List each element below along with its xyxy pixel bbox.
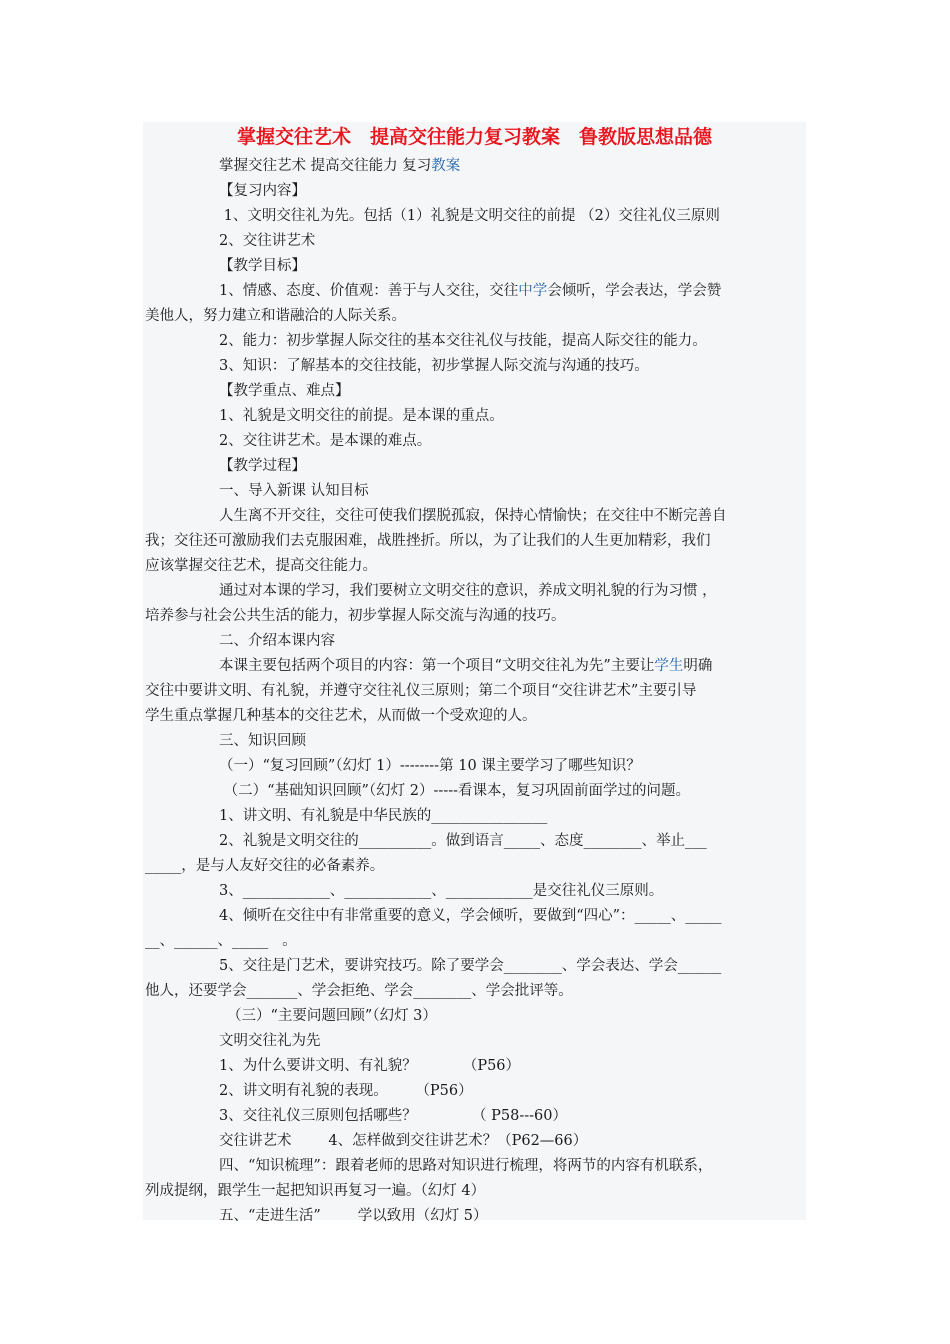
text-line (219, 731, 306, 751)
text-segment: 2、交往讲艺术。是本课的难点。 (219, 433, 432, 449)
text-line (145, 1181, 485, 1201)
text-line (219, 1206, 488, 1226)
text-segment: 明确 (683, 658, 713, 674)
document-content (143, 122, 806, 1224)
text-line (219, 1156, 712, 1176)
text-line (219, 1056, 520, 1076)
text-segment: 4、倾听在交往中有非常重要的意义，学会倾听，要做到“四心”：_____、_____ (219, 908, 722, 924)
text-segment: __、______、_____ 。 (145, 933, 297, 949)
text-line (219, 331, 707, 351)
text-line (219, 456, 306, 476)
text-segment: （二）“基础知识回顾”（幻灯 2）-----看课本，复习巩固前面学过的问题。 (219, 783, 691, 799)
text-segment: 2、礼貌是文明交往的__________。做到语言_____、态度________、举止___ (219, 833, 707, 849)
text-segment: 【教学过程】 (219, 458, 306, 474)
text-segment: 美他人，努力建立和谐融洽的人际关系。 (145, 308, 406, 324)
text-segment: 通过对本课的学习，我们要树立文明交往的意识，养成文明礼貌的行为习惯 ， (219, 583, 717, 599)
text-line (219, 756, 641, 776)
text-line (219, 481, 369, 501)
text-line (219, 581, 717, 601)
text-segment: 交往讲艺术 4、怎样做到交往讲艺术？（P62—66） (219, 1133, 588, 1149)
document-title: 掌握交往艺术 提高交往能力复习教案 鲁教版思想品德 (236, 126, 712, 148)
text-line (145, 681, 696, 701)
text-line (145, 981, 573, 1001)
text-line (145, 931, 297, 951)
text-segment: 1、为什么要讲文明、有礼貌？ （P56） (219, 1058, 521, 1074)
text-line (219, 781, 690, 801)
text-line (219, 206, 720, 226)
text-line (219, 806, 547, 826)
text-line (219, 1106, 567, 1126)
text-line (219, 831, 707, 851)
text-line (219, 631, 335, 651)
text-segment: 1、文明交往礼为先。包括（1）礼貌是文明交往的前提 （2）交往礼仪三原则 (219, 208, 720, 224)
text-segment: 四、“知识梳理”：跟着老师的思路对知识进行梳理，将两节的内容有机联系， (219, 1158, 713, 1174)
text-line (219, 506, 727, 526)
text-line (145, 531, 711, 551)
text-segment: _____，是与人友好交往的必备素养。 (145, 858, 385, 874)
text-line (219, 281, 721, 301)
text-line (219, 881, 663, 901)
text-line (145, 856, 384, 876)
text-line (219, 956, 721, 976)
text-line (219, 1031, 321, 1051)
text-segment: 交往中要讲文明、有礼貌，并遵守交往礼仪三原则；第二个项目“交往讲艺术”主要引导 (145, 683, 697, 699)
text-line (219, 406, 504, 426)
text-line (227, 1006, 437, 1026)
text-segment: 学生重点掌握几种基本的交往艺术，从而做一个受欢迎的人。 (145, 708, 537, 724)
text-line (219, 356, 649, 376)
text-segment: 2、讲文明有礼貌的表现。 （P56） (219, 1083, 473, 1099)
text-segment: 2、能力：初步掌握人际交往的基本交往礼仪与技能，提高人际交往的能力。 (219, 333, 707, 349)
text-line (219, 1131, 587, 1151)
text-segment: 【教学目标】 (219, 258, 306, 274)
text-segment: 5、交往是门艺术，要讲究技巧。除了要学会________、学会表达、学会______ (219, 958, 722, 974)
text-segment: 【复习内容】 (219, 183, 306, 199)
text-segment: 2、交往讲艺术 (219, 233, 316, 249)
inline-link[interactable]: 教案 (431, 158, 461, 174)
text-line (219, 181, 306, 201)
text-segment: 1、情感、态度、价值观：善于与人交往，交往 (219, 283, 519, 299)
text-line (219, 256, 306, 276)
text-segment: 二、介绍本课内容 (219, 633, 335, 649)
inline-link[interactable]: 中学 (518, 283, 548, 299)
text-segment: 3、知识：了解基本的交往技能，初步掌握人际交流与沟通的技巧。 (219, 358, 649, 374)
text-segment: 3、交往礼仪三原则包括哪些？ （ P58---60） (219, 1108, 567, 1124)
text-line (145, 706, 537, 726)
text-line (219, 381, 350, 401)
text-segment: 3、____________、____________、____________是交往礼仪三原则。 (219, 883, 664, 899)
text-segment: 1、讲文明、有礼貌是中华民族的________________ (219, 808, 548, 824)
inline-link[interactable]: 学生 (654, 658, 684, 674)
text-line (145, 556, 377, 576)
text-segment: （一）“复习回顾”（幻灯 1）--------第 10 课主要学习了哪些知识？ (219, 758, 641, 774)
text-line (219, 1081, 473, 1101)
text-segment: 我；交往还可激励我们去克服困难，战胜挫折。所以，为了让我们的人生更加精彩，我们 (145, 533, 711, 549)
text-line (145, 606, 566, 626)
text-segment: 三、知识回顾 (219, 733, 306, 749)
text-segment: 文明交往礼为先 (219, 1033, 321, 1049)
text-segment: 会倾听，学会表达，学会赞 (547, 283, 722, 299)
text-line (145, 306, 406, 326)
text-segment: 五、“走进生活” 学以致用（幻灯 5） (219, 1208, 488, 1224)
text-segment: 一、导入新课 认知目标 (219, 483, 369, 499)
text-segment: （三）“主要问题回顾”（幻灯 3） (227, 1008, 437, 1024)
text-line (219, 431, 431, 451)
text-line (219, 231, 315, 251)
text-line (219, 906, 722, 926)
text-line (219, 656, 712, 676)
text-segment: 列成提纲，跟学生一起把知识再复习一遍。（幻灯 4） (145, 1183, 486, 1199)
text-segment: 培养参与社会公共生活的能力，初步掌握人际交流与沟通的技巧。 (145, 608, 566, 624)
text-segment: 他人，还要学会_______、学会拒绝、学会________、学会批评等。 (145, 983, 573, 999)
text-segment: 应该掌握交往艺术，提高交往能力。 (145, 558, 377, 574)
text-line (219, 156, 460, 176)
text-segment: 掌握交往艺术 提高交往能力 复习 (219, 158, 432, 174)
text-segment: 1、礼貌是文明交往的前提。是本课的重点。 (219, 408, 504, 424)
text-segment: 【教学重点、难点】 (219, 383, 350, 399)
text-segment: 人生离不开交往，交往可使我们摆脱孤寂，保持心情愉快；在交往中不断完善自 (219, 508, 727, 524)
text-segment: 本课主要包括两个项目的内容：第一个项目“文明交往礼为先”主要让 (219, 658, 655, 674)
